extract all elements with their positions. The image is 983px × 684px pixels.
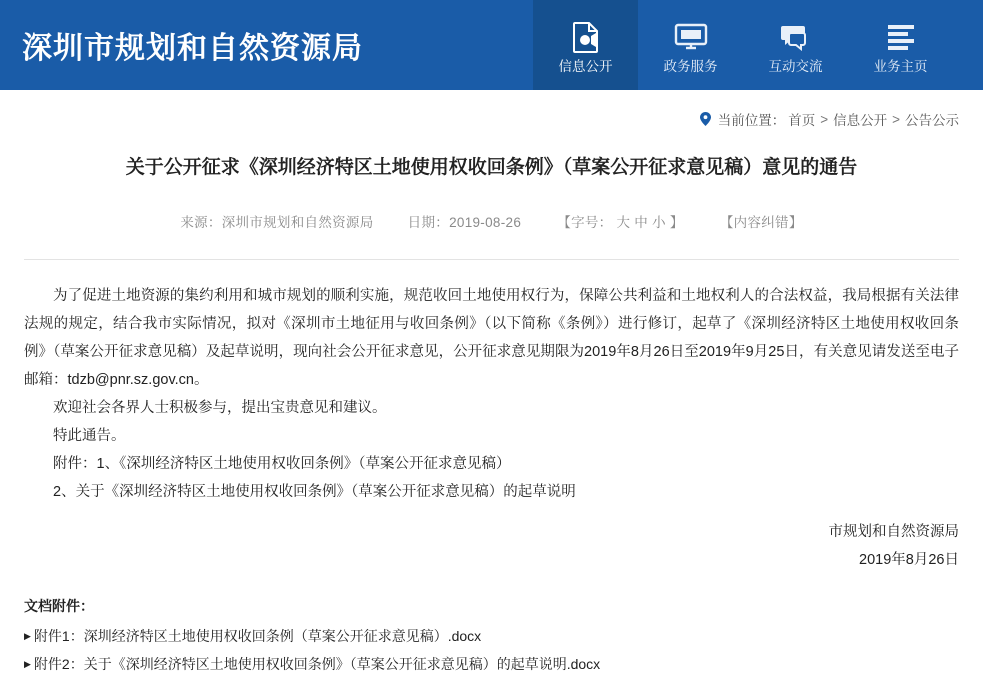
breadcrumb-item-home[interactable]: 首页 — [788, 113, 816, 128]
attachments-title: 文档附件： — [24, 597, 94, 614]
article — [0, 148, 983, 678]
attachment-label: 附件1：深圳经济特区土地使用权收回条例（草案公开征求意见稿）.docx — [33, 627, 482, 644]
location-pin-icon — [700, 112, 711, 126]
paragraph-3: 特此通告。 — [53, 427, 126, 444]
nav-item-zhengwufuwu[interactable] — [638, 0, 743, 90]
triangle-right-icon: ▶ — [24, 659, 31, 669]
breadcrumb-separator: > — [892, 111, 900, 127]
document-file-icon — [571, 20, 601, 54]
article-signature — [24, 518, 959, 574]
triangle-right-icon: ▶ — [24, 631, 31, 641]
source-label: 来源： — [180, 214, 222, 230]
date-value: 2019-08-26 — [449, 214, 522, 230]
font-size-control — [555, 215, 685, 230]
main-nav — [533, 0, 983, 90]
site-title: 深圳市规划和自然资源局 — [22, 32, 363, 65]
font-size-medium[interactable]: 中 — [634, 214, 649, 230]
paragraph-attachment-list-2: 2、关于《深圳经济特区土地使用权收回条例》（草案公开征求意见稿）的起草说明 — [53, 483, 576, 500]
site-brand — [0, 0, 533, 90]
nav-item-yewuzhuye[interactable] — [848, 0, 953, 90]
nav-label: 信息公开 — [558, 59, 613, 75]
attachment-link-1[interactable] — [24, 622, 959, 650]
attachments-section — [24, 596, 959, 678]
font-size-label: 【字号： — [557, 214, 613, 230]
breadcrumb-separator: > — [820, 111, 829, 127]
font-size-small[interactable]: 小 — [652, 214, 666, 230]
article-body — [24, 282, 959, 506]
nav-item-xinxigongkai[interactable] — [533, 0, 638, 90]
source-value: 深圳市规划和自然资源局 — [221, 214, 374, 230]
date-label: 日期： — [407, 214, 450, 230]
signature-date: 2019年8月26日 — [859, 551, 959, 568]
nav-label: 政务服务 — [663, 59, 718, 75]
nav-item-hudongjiaoliu[interactable] — [743, 0, 848, 90]
font-size-large[interactable]: 大 — [616, 214, 631, 230]
attachment-label: 附件2：关于《深圳经济特区土地使用权收回条例》（草案公开征求意见稿）的起草说明.docx — [33, 655, 601, 672]
attachment-link-2[interactable] — [24, 650, 959, 678]
site-header — [0, 0, 983, 90]
list-lines-icon — [886, 20, 916, 54]
breadcrumb-item-xinxigongkai[interactable]: 信息公开 — [833, 113, 888, 128]
article-meta — [24, 211, 959, 231]
nav-label: 互动交流 — [768, 59, 823, 75]
breadcrumb — [0, 90, 983, 148]
paragraph-1: 为了促进土地资源的集约利用和城市规划的顺利实施，规范收回土地使用权行为，保障公共利益和土地权利人的合法权益，我局根据有关法律法规的规定，结合我市实际情况，拟对《深圳市土地征用与收回条例》（以下简称《条例》）进行修订，起草了《深圳经济特区土地使用权收回条例》（草案公开征求意见稿）及起草说明，现向社会公开征求意见，公开征求意见期限为2019年8月26日至2019年9月25日，有关意见请发送至电子邮箱：tdzb@pnr.sz.gov.cn。 — [24, 287, 959, 388]
breadcrumb-label: 当前位置： — [717, 113, 786, 128]
font-size-close: 】 — [669, 214, 684, 230]
content-correction-link[interactable]: 【内容纠错】 — [719, 214, 803, 230]
signature-org: 市规划和自然资源局 — [828, 523, 959, 540]
nav-label: 业务主页 — [873, 59, 928, 75]
chat-bubbles-icon — [779, 20, 813, 54]
page-title: 关于公开征求《深圳经济特区土地使用权收回条例》（草案公开征求意见稿）意见的通告 — [125, 157, 858, 178]
breadcrumb-item-gonggaogongshi[interactable]: 公告公示 — [905, 113, 959, 128]
monitor-icon — [674, 20, 708, 54]
paragraph-attachment-list-1: 附件：1、《深圳经济特区土地使用权收回条例》（草案公开征求意见稿） — [53, 455, 511, 472]
paragraph-2: 欢迎社会各界人士积极参与，提出宝贵意见和建议。 — [53, 399, 387, 416]
divider — [24, 259, 959, 260]
